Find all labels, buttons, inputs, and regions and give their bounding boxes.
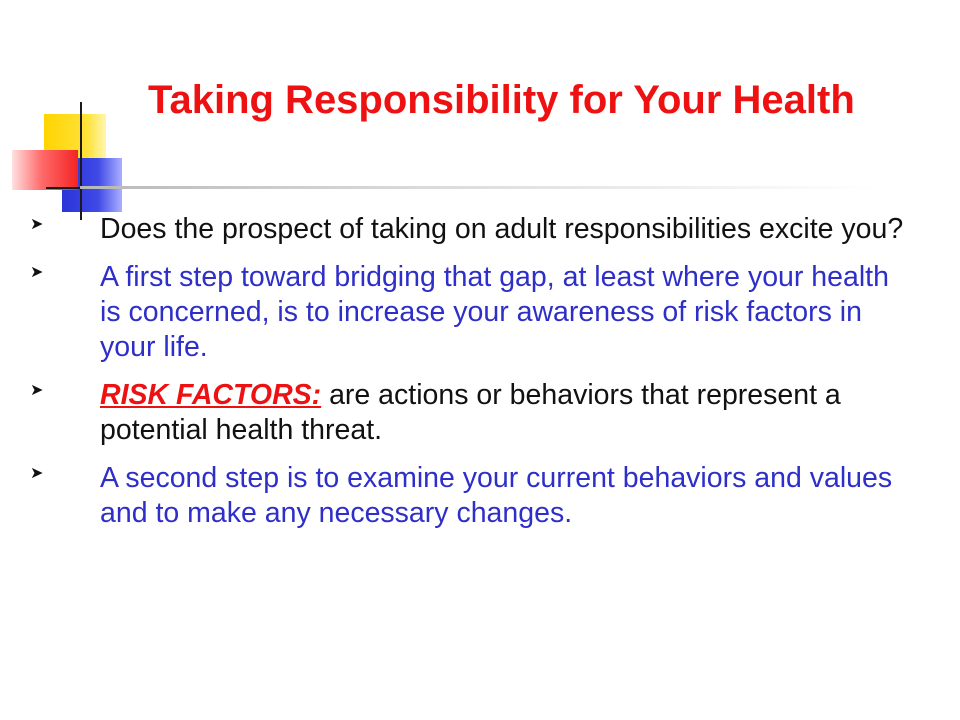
bullet-text: A second step is to examine your current behaviors and values and to make any necessary changes. (100, 462, 893, 529)
decorative-logo (0, 0, 160, 230)
red-square (12, 150, 78, 190)
slide-title: Taking Responsibility for Your Health (148, 78, 855, 122)
bullet-text: are actions or behaviors that represent a potential health threat. (100, 379, 841, 446)
bullet-list (30, 212, 910, 544)
risk-factors-term: RISK FACTORS: (100, 379, 322, 411)
arrow-bullet-icon: ➤ (30, 216, 44, 233)
bullet-item (30, 378, 910, 448)
bullet-text: A first step toward bridging that gap, at least where your health is concerned, is to increase your awareness of risk factors in your life. (100, 261, 889, 363)
arrow-bullet-icon: ➤ (30, 264, 44, 281)
title-divider (80, 186, 880, 189)
arrow-bullet-icon: ➤ (30, 382, 44, 399)
bullet-text: Does the prospect of taking on adult responsibilities excite you? (100, 213, 904, 245)
vertical-line (80, 102, 82, 220)
bullet-item (30, 461, 910, 531)
bullet-item (30, 260, 910, 365)
bullet-item (30, 212, 910, 247)
arrow-bullet-icon: ➤ (30, 465, 44, 482)
